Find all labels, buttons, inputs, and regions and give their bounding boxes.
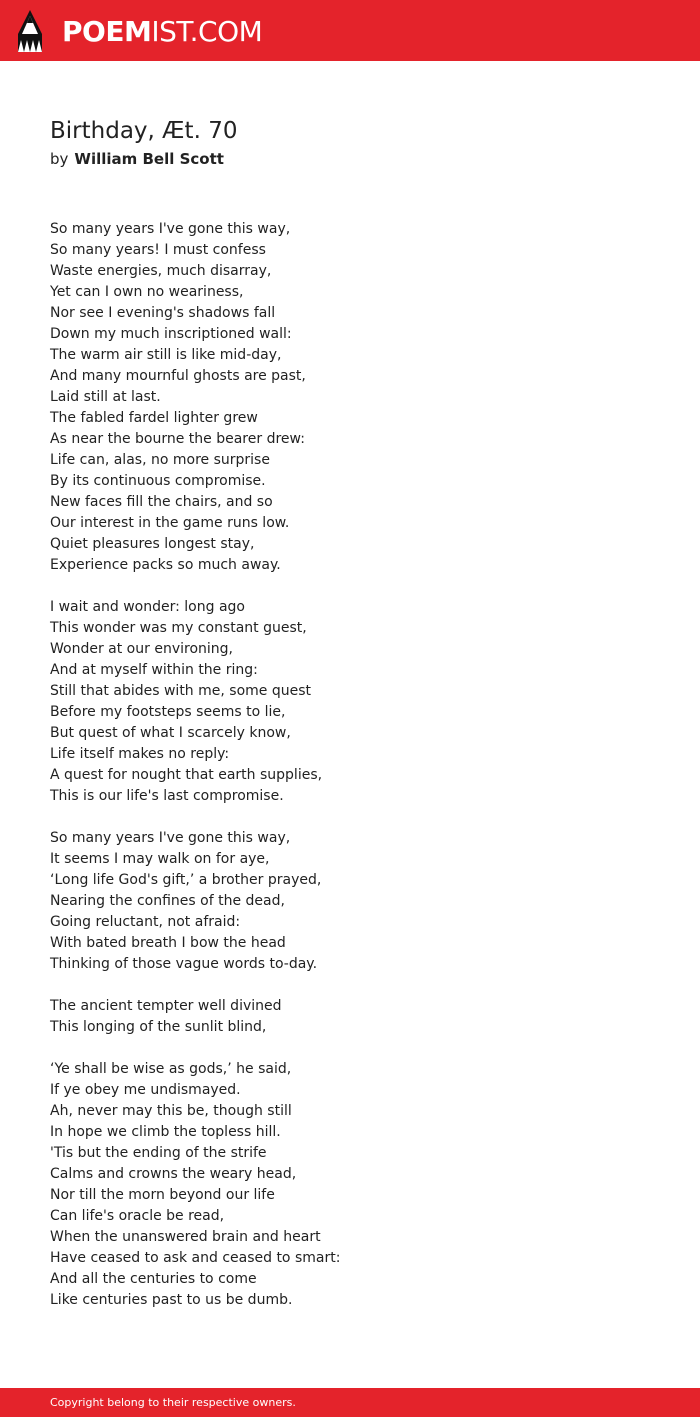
- poem-line: Before my footsteps seems to lie,: [50, 704, 286, 720]
- poem-line: Nearing the confines of the dead,: [50, 893, 285, 909]
- poem-line: Our interest in the game runs low.: [50, 515, 290, 531]
- poem-line: Nor till the morn beyond our life: [50, 1187, 275, 1203]
- poem-line: Have ceased to ask and ceased to smart:: [50, 1250, 341, 1266]
- poem-line: Wonder at our environing,: [50, 641, 233, 657]
- poem-line: And at myself within the ring:: [50, 662, 258, 678]
- poem-stanza: [50, 1059, 650, 1311]
- poem-line: And all the centuries to come: [50, 1271, 257, 1287]
- poem-line: It seems I may walk on for aye,: [50, 851, 270, 867]
- site-footer: [0, 1388, 700, 1417]
- pencil-icon[interactable]: [18, 10, 42, 52]
- poem-line: But quest of what I scarcely know,: [50, 725, 291, 741]
- poem-line: Ah, never may this be, though still: [50, 1103, 292, 1119]
- poem-line: So many years I've gone this way,: [50, 830, 291, 846]
- poem-line: With bated breath I bow the head: [50, 935, 286, 951]
- poem-line: By its continuous compromise.: [50, 473, 266, 489]
- poem-line: 'Tis but the ending of the strife: [50, 1145, 267, 1161]
- poem-stanza: [50, 219, 650, 576]
- poem-line: This wonder was my constant guest,: [50, 620, 307, 636]
- author-name[interactable]: William Bell Scott: [74, 150, 224, 168]
- poem-line: ‘Ye shall be wise as gods,’ he said,: [50, 1061, 292, 1077]
- poem-line: Laid still at last.: [50, 389, 161, 405]
- poem-line: This longing of the sunlit blind,: [50, 1019, 267, 1035]
- by-label: by: [50, 150, 69, 168]
- site-header: [0, 0, 700, 61]
- copyright-text: Copyright belong to their respective owners.: [50, 1396, 296, 1409]
- poem-line: So many years! I must confess: [50, 242, 266, 258]
- poem-line: New faces fill the chairs, and so: [50, 494, 273, 510]
- poem-line: Calms and crowns the weary head,: [50, 1166, 297, 1182]
- poem-stanza: [50, 828, 650, 975]
- poem-line: The ancient tempter well divined: [50, 998, 282, 1014]
- poem-line: Life itself makes no reply:: [50, 746, 230, 762]
- poem-line: Experience packs so much away.: [50, 557, 281, 573]
- poem-line: Like centuries past to us be dumb.: [50, 1292, 293, 1308]
- poem-line: Thinking of those vague words to-day.: [50, 956, 318, 972]
- poem-line: Life can, alas, no more surprise: [50, 452, 270, 468]
- poem-stanza: [50, 996, 650, 1038]
- logo-bold-text: POEM: [62, 15, 152, 48]
- poem-line: Still that abides with me, some quest: [50, 683, 311, 699]
- poem-byline: [50, 148, 224, 170]
- poem-line: Quiet pleasures longest stay,: [50, 536, 255, 552]
- poem-line: Nor see I evening's shadows fall: [50, 305, 276, 321]
- poem-line: The warm air still is like mid-day,: [50, 347, 282, 363]
- poem-line: A quest for nought that earth supplies,: [50, 767, 323, 783]
- poem-line: The fabled fardel lighter grew: [50, 410, 258, 426]
- poem-line: As near the bourne the bearer drew:: [50, 431, 305, 447]
- poem-line: This is our life's last compromise.: [50, 788, 284, 804]
- poem-body: [50, 219, 650, 1332]
- poem-line: Down my much inscriptioned wall:: [50, 326, 292, 342]
- poem-line: In hope we climb the topless hill.: [50, 1124, 281, 1140]
- poem-line: And many mournful ghosts are past,: [50, 368, 306, 384]
- poem-stanza: [50, 597, 650, 807]
- poem-title: Birthday, Æt. 70: [50, 118, 238, 144]
- logo-light-text: IST.COM: [151, 15, 263, 48]
- poem-line: When the unanswered brain and heart: [50, 1229, 321, 1245]
- site-logo[interactable]: [62, 12, 262, 52]
- poem-line: ‘Long life God's gift,’ a brother prayed,: [50, 872, 322, 888]
- poem-line: Yet can I own no weariness,: [50, 284, 244, 300]
- poem-line: Waste energies, much disarray,: [50, 263, 272, 279]
- poem-line: If ye obey me undismayed.: [50, 1082, 241, 1098]
- poem-line: Going reluctant, not afraid:: [50, 914, 241, 930]
- poem-line: I wait and wonder: long ago: [50, 599, 245, 615]
- poem-line: Can life's oracle be read,: [50, 1208, 225, 1224]
- poem-line: So many years I've gone this way,: [50, 221, 291, 237]
